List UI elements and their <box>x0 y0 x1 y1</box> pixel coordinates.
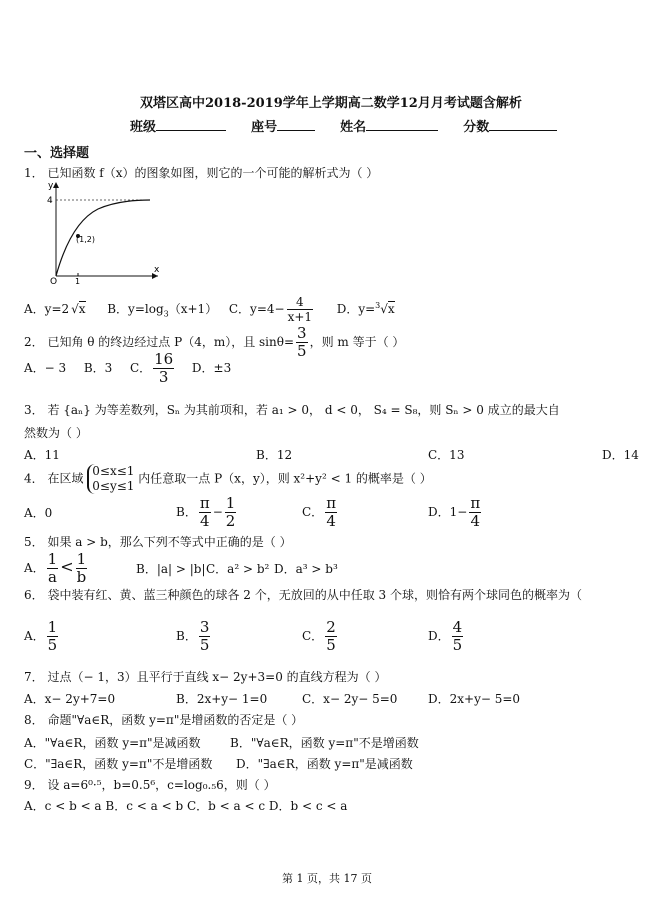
q1-options <box>24 296 395 323</box>
q6-stem: 6． 袋中装有红、黄、蓝三种颜色的球各 2 个，无放回的从中任取 3 个球，则恰有两个球同色的概率为（ <box>24 588 582 602</box>
y-label: y <box>48 181 54 191</box>
name-label: 姓名 <box>340 120 367 135</box>
q5-option-b[interactable]: B．|a| > |b| <box>136 562 206 576</box>
q1-option-d[interactable]: D．y=$^3$√x <box>336 301 395 316</box>
q8-option-c[interactable]: C．"∃a∈R，函数 y=π"不是增函数 <box>24 757 213 771</box>
q7-option-b[interactable]: B．2x+y− 1=0 <box>176 692 268 706</box>
q7-option-d[interactable]: D．2x+y− 5=0 <box>428 692 521 706</box>
function-curve <box>56 200 150 276</box>
q2-option-b[interactable]: B．3 <box>83 361 113 375</box>
q2-option-c[interactable]: C． $\frac{16}{3}$ <box>129 350 174 386</box>
q1-graph <box>38 178 166 284</box>
x-label: x <box>154 265 160 275</box>
q2-options <box>24 352 231 385</box>
q4-option-b[interactable]: B． $\frac{\pi}{4}$ − $\frac{1}{2}$ <box>176 494 236 530</box>
q5-stem: 5． 如果 a > b，那么下列不等式中正确的是（ ） <box>24 535 292 549</box>
score-blank <box>489 118 557 131</box>
page-footer: 第 1 页，共 17 页 <box>282 872 372 885</box>
q8-stem: 8． 命题"∀a∈R，函数 y=π"是增函数的否定是（ ） <box>24 713 304 727</box>
name-blank <box>366 118 438 131</box>
q9-options[interactable]: A．c < b < a B．c < a < b C．b < a < c D．b < c < a <box>24 799 348 813</box>
q4-option-a[interactable]: A．0 <box>24 506 53 520</box>
student-fields <box>130 116 557 135</box>
q3-line2: 然数为（ ） <box>24 426 88 440</box>
q7-stem: 7． 过点（− 1，3）且平行于直线 x− 2y+3=0 的直线方程为（ ） <box>24 670 387 684</box>
q7-option-c[interactable]: C．x− 2y− 5=0 <box>302 692 398 706</box>
q8-option-b[interactable]: B．"∀a∈R，函数 y=π"不是增函数 <box>230 736 419 750</box>
class-blank <box>156 118 226 131</box>
q6-option-d[interactable]: D． $\frac{4}{5}$ <box>428 618 463 654</box>
q8-option-a[interactable]: A．"∀a∈R，函数 y=π"是减函数 <box>24 736 201 750</box>
q6-option-c[interactable]: C． $\frac{2}{5}$ <box>302 618 336 654</box>
seat-label: 座号 <box>251 120 278 135</box>
q5-option-c[interactable]: C．a² > b² <box>206 562 270 576</box>
q6-option-b[interactable]: B． $\frac{3}{5}$ <box>176 618 210 654</box>
asymptote-label: 4 <box>47 196 53 206</box>
q8-option-d[interactable]: D．"∃a∈R，函数 y=π"是减函数 <box>236 757 413 771</box>
score-label: 分数 <box>463 120 490 135</box>
q2-option-d[interactable]: D．±3 <box>191 361 232 375</box>
seat-blank <box>277 118 315 131</box>
class-label: 班级 <box>130 120 157 135</box>
q3-option-d[interactable]: D．14 <box>602 448 639 462</box>
q2-stem: 2． 已知角 θ 的终边经过点 P（4，m），且 sinθ= $\frac{3}{5}$ ，则 m 等于（ ） <box>24 324 405 360</box>
q3-line1: 3． 若 {aₙ} 为等差数列，Sₙ 为其前项和，若 a₁ > 0， d < 0， S₄ = S₈，则 Sₙ > 0 成立的最大自 <box>24 403 560 417</box>
q9-stem: 9． 设 a=6⁰·⁵，b=0.5⁶，c=log₀.₅6，则（ ） <box>24 778 276 792</box>
q1-option-a[interactable]: A．y=2 √x <box>24 302 86 316</box>
q5-option-a[interactable]: A． $\frac{1}{a}$ < $\frac{1}{b}$ <box>24 550 87 586</box>
q3-option-a[interactable]: A．11 <box>24 448 60 462</box>
y-axis-arrow <box>53 182 59 188</box>
q1-option-b[interactable]: B．$y=\log_3(x+1)$ <box>107 302 218 319</box>
tick-one-label: 1 <box>75 277 81 284</box>
q3-option-c[interactable]: C．13 <box>428 448 465 462</box>
q4-option-d[interactable]: D．1− $\frac{\pi}{4}$ <box>428 494 481 530</box>
q1-option-c[interactable]: C．y=4− $\frac{4}{x+1}$ <box>228 295 313 324</box>
exam-title: 双塔区高中2018-2019学年上学期高二数学12月月考试题含解析 <box>140 96 522 111</box>
q4-stem: 4． 在区域 0≤x≤1 0≤y≤1 内任意取一点 P（x，y），则 x²+y² < 1 的概率是（ ） <box>24 464 432 493</box>
q2-option-a[interactable]: A．− 3 <box>24 361 67 375</box>
section-heading: 一、选择题 <box>24 146 90 161</box>
q4-region-system: 0≤x≤1 0≤y≤1 <box>87 464 134 494</box>
q3-option-b[interactable]: B．12 <box>256 448 293 462</box>
origin-label: O <box>50 277 58 284</box>
q7-option-a[interactable]: A．x− 2y+7=0 <box>24 692 116 706</box>
q5-option-d[interactable]: D．a³ > b³ <box>274 562 338 576</box>
q4-option-c[interactable]: C． $\frac{\pi}{4}$ <box>302 494 337 530</box>
q1-stem: 1． 已知函数 f（x）的图象如图，则它的一个可能的解析式为（ ） <box>24 166 379 180</box>
point-label: (1,2) <box>76 235 95 244</box>
q6-option-a[interactable]: A． $\frac{1}{5}$ <box>24 618 58 654</box>
